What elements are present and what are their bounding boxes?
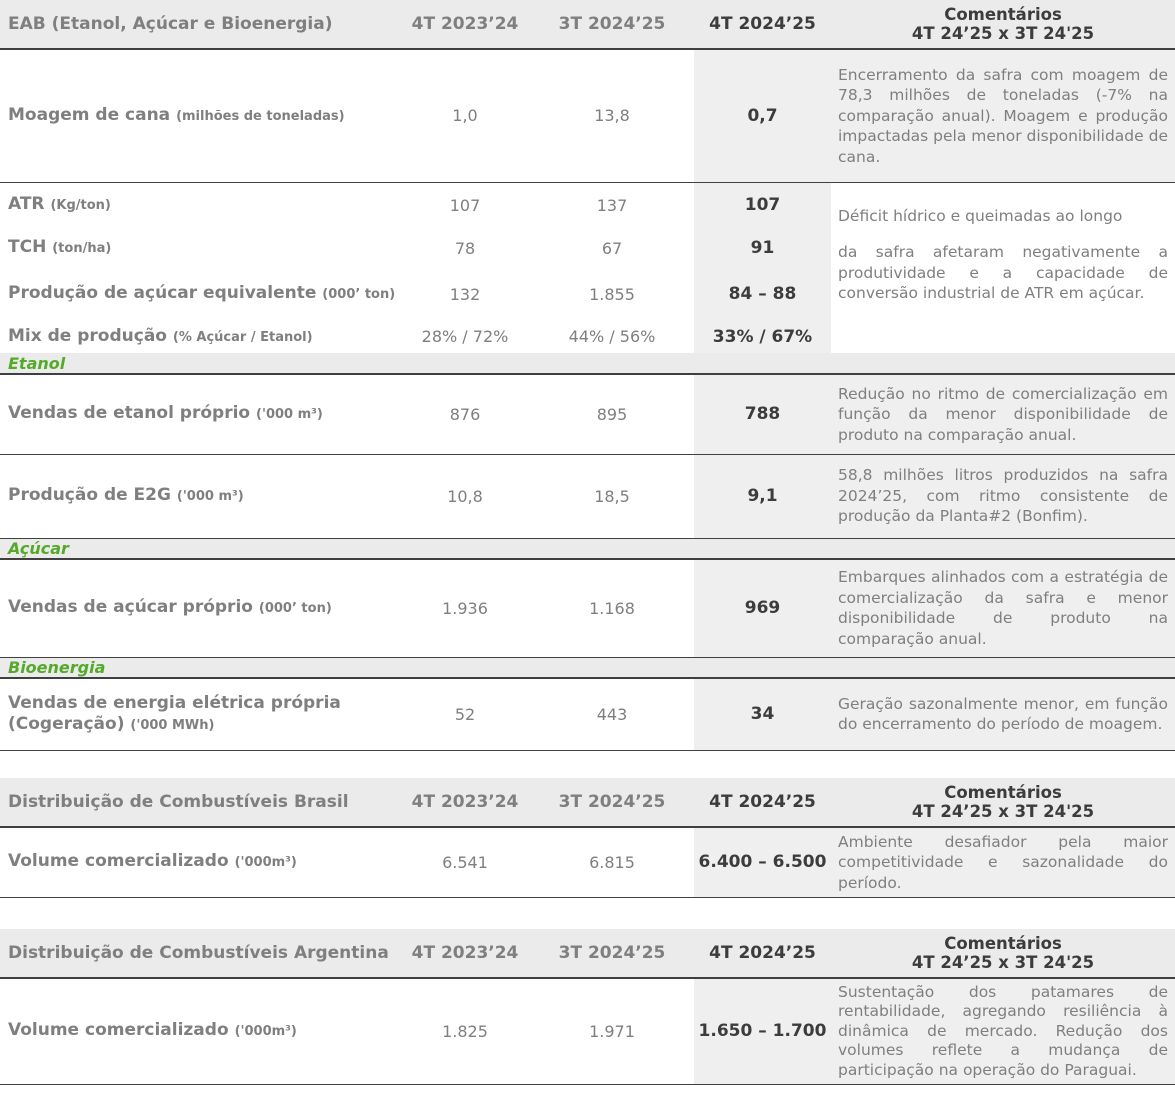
section-title: Etanol <box>0 353 1175 374</box>
guidance-cell: 969 <box>694 559 831 657</box>
value-cell: 52 <box>400 678 530 750</box>
col-4t-2425: 4T 2024’25 <box>694 929 831 978</box>
table-row <box>0 559 1175 657</box>
value-cell: 6.541 <box>400 827 530 897</box>
guidance-cell: 91 <box>694 228 831 268</box>
comment-cell: da safra afetaram negativamente a produtividade e a capacidade de conversão industrial de ATR em açúcar. <box>831 228 1175 353</box>
value-cell: 132 <box>449 284 481 304</box>
section-title: Bioenergia <box>0 657 1175 678</box>
value-cell: 10,8 <box>400 454 530 538</box>
value-cell: 1.936 <box>400 559 530 657</box>
section-etanol <box>0 353 1175 374</box>
comments-title: Comentários <box>944 934 1062 953</box>
guidance-cell: 9,1 <box>694 454 831 538</box>
row-label: Produção de E2G ('000 m³) <box>0 454 400 538</box>
section-bioenergia <box>0 657 1175 678</box>
spacer <box>0 750 1175 778</box>
col-3t-2425: 3T 2024’25 <box>530 778 694 827</box>
guidance-cell: 33% / 67% <box>694 320 831 353</box>
table-row <box>0 978 1175 1084</box>
row-label: Vendas de etanol próprio ('000 m³) <box>0 374 400 454</box>
value-cell: 13,8 <box>530 49 694 182</box>
value-cell: 137 <box>596 195 628 215</box>
row-label: Vendas de energia elétrica própria (Cogeração) ('000 MWh) <box>0 678 400 750</box>
comment-cell: 58,8 milhões litros produzidos na safra 2024’25, com ritmo consistente de produção da Planta#2 (Bonfim). <box>831 454 1175 538</box>
argentina-header-row <box>0 929 1175 978</box>
table-row <box>0 827 1175 897</box>
table-row <box>0 182 1175 228</box>
comments-header <box>831 0 1175 49</box>
value-cell: 876 <box>400 374 530 454</box>
row-label: Moagem de cana (milhões de toneladas) <box>0 49 400 182</box>
value-cell: 6.815 <box>530 827 694 897</box>
value-cell: 28% / 72% <box>421 327 509 346</box>
col-3t-2425: 3T 2024’25 <box>530 929 694 978</box>
value-cell: 18,5 <box>530 454 694 538</box>
guidance-cell: 788 <box>694 374 831 454</box>
comment-cell: Geração sazonalmente menor, em função do encerramento do período de moagem. <box>831 678 1175 750</box>
value-cell: 1.971 <box>530 978 694 1084</box>
eab-header-row <box>0 0 1175 49</box>
spacer <box>0 897 1175 929</box>
value-cell: 44% / 56% <box>568 327 656 346</box>
comments-period: 4T 24’25 x 3T 24'25 <box>911 953 1095 972</box>
brasil-header-row <box>0 778 1175 827</box>
section-acucar <box>0 538 1175 559</box>
brasil-title: Distribuição de Combustíveis Brasil <box>0 778 400 827</box>
comment-cell: Sustentação dos patamares de rentabilidade, agregando resiliência à dinâmica de mercado. Redução dos volumes reflete a mudança de participação na operação do Paraguai. <box>831 978 1175 1084</box>
value-cell: 78 <box>454 238 476 258</box>
value-cell: 895 <box>530 374 694 454</box>
comment-cell: Déficit hídrico e queimadas ao longo <box>831 182 1175 228</box>
col-3t-2425: 3T 2024’25 <box>530 0 694 49</box>
argentina-title: Distribuição de Combustíveis Argentina <box>0 929 400 978</box>
value-cell: 443 <box>530 678 694 750</box>
value-cell: 1.825 <box>400 978 530 1084</box>
comments-title: Comentários <box>944 783 1062 802</box>
comments-header <box>831 778 1175 827</box>
col-4t-2425: 4T 2024’25 <box>694 778 831 827</box>
guidance-cell: 84 – 88 <box>694 268 831 320</box>
value-cell: 1.168 <box>530 559 694 657</box>
row-label: Mix de produção (% Açúcar / Etanol) <box>8 325 313 346</box>
row-label: Vendas de açúcar próprio (000’ ton) <box>0 559 400 657</box>
comments-period: 4T 24’25 x 3T 24'25 <box>911 24 1095 43</box>
table-row <box>0 374 1175 454</box>
guidance-cell: 0,7 <box>694 49 831 182</box>
guidance-cell: 6.400 – 6.500 <box>694 827 831 897</box>
comments-header <box>831 929 1175 978</box>
col-4t-2324: 4T 2023’24 <box>400 778 530 827</box>
row-label: Volume comercializado ('000m³) <box>0 827 400 897</box>
col-4t-2324: 4T 2023’24 <box>400 0 530 49</box>
guidance-cell: 34 <box>694 678 831 750</box>
comment-cell: Encerramento da safra com moagem de 78,3 milhões de toneladas (-7% na comparação anual). Moagem e produção impactadas pela menor disponibilidade de cana. <box>831 49 1175 182</box>
row-label: Produção de açúcar equivalente (000’ ton) <box>8 283 396 303</box>
value-cell: 1,0 <box>400 49 530 182</box>
table-row <box>0 454 1175 538</box>
section-title: Açúcar <box>0 538 1175 559</box>
table-row <box>0 228 1175 268</box>
row-label: TCH (ton/ha) <box>8 237 112 257</box>
comments-title: Comentários <box>944 5 1062 24</box>
eab-title: EAB (Etanol, Açúcar e Bioenergia) <box>0 0 400 49</box>
comment-cell: Ambiente desafiador pela maior competitividade e sazonalidade do período. <box>831 827 1175 897</box>
comments-period: 4T 24’25 x 3T 24'25 <box>911 802 1095 821</box>
comment-cell: Redução no ritmo de comercialização em função da menor disponibilidade de produto na comparação anual. <box>831 374 1175 454</box>
col-4t-2324: 4T 2023’24 <box>400 929 530 978</box>
value-cell: 67 <box>601 238 623 258</box>
guidance-cell: 107 <box>694 182 831 228</box>
row-label: Volume comercializado ('000m³) <box>0 978 400 1084</box>
comment-cell: Embarques alinhados com a estratégia de comercialização da safra e menor disponibilidade de produto na comparação anual. <box>831 559 1175 657</box>
table-row <box>0 49 1175 182</box>
table-row <box>0 678 1175 750</box>
value-cell: 107 <box>449 195 481 215</box>
col-4t-2425: 4T 2024’25 <box>694 0 831 49</box>
guidance-cell: 1.650 – 1.700 <box>694 978 831 1084</box>
row-label: ATR (Kg/ton) <box>8 194 111 215</box>
value-cell: 1.855 <box>589 284 635 304</box>
